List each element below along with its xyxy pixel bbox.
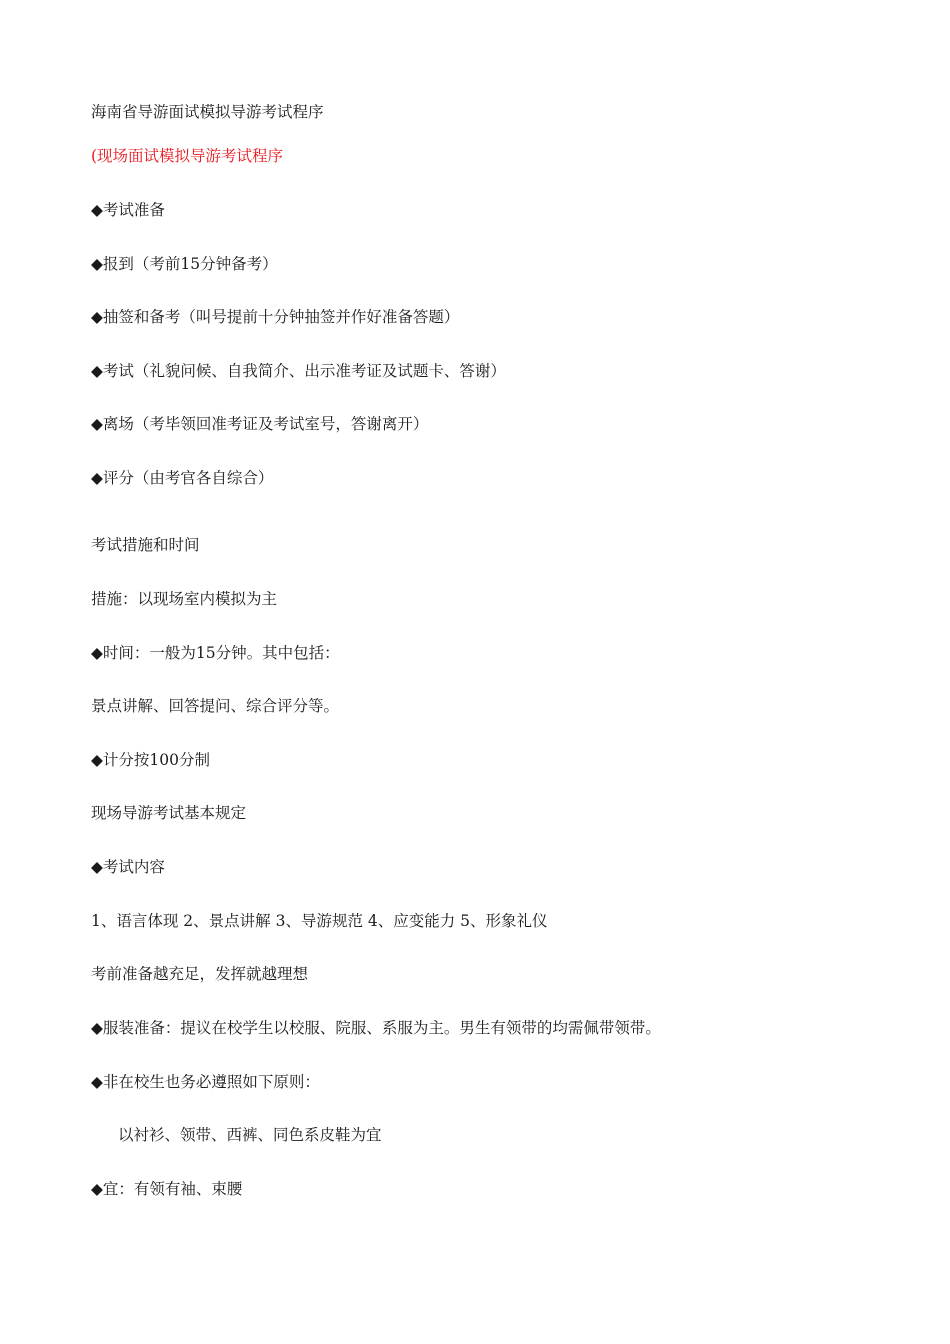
list-item: ◆报到（考前15分钟备考） (91, 255, 278, 273)
document-subtitle: (现场面试模拟导游考试程序 (91, 147, 284, 165)
list-item: ◆考试（礼貌问候、自我简介、出示准考证及试题卡、答谢） (91, 362, 506, 380)
paragraph: 考前准备越充足，发挥就越理想 (91, 965, 309, 983)
paragraph: 措施：以现场室内模拟为主 (91, 590, 278, 608)
list-item: ◆考试内容 (91, 858, 165, 876)
list-item: ◆宜：有领有袖、束腰 (91, 1180, 243, 1198)
list-item: ◆时间：一般为15分钟。其中包括： (91, 644, 340, 662)
document-title: 海南省导游面试模拟导游考试程序 (91, 103, 324, 121)
section-heading: 现场导游考试基本规定 (91, 804, 247, 822)
section-heading: 考试措施和时间 (91, 536, 200, 554)
list-item: ◆非在校生也务必遵照如下原则： (91, 1073, 320, 1091)
list-item: ◆评分（由考官各自综合） (91, 469, 274, 487)
list-item: ◆离场（考毕领回准考证及考试室号，答谢离开） (91, 415, 429, 433)
paragraph: 景点讲解、回答提问、综合评分等。 (91, 697, 340, 715)
list-item: ◆计分按100分制 (91, 751, 211, 769)
list-item: ◆服装准备：提议在校学生以校服、院服、系服为主。男生有领带的均需佩带领带。 (91, 1019, 661, 1037)
list-item: ◆抽签和备考（叫号提前十分钟抽签并作好准备答题） (91, 308, 460, 326)
paragraph: 以衬衫、领带、西裤、同色系皮鞋为宜 (118, 1126, 382, 1144)
list-item: ◆考试准备 (91, 201, 165, 219)
paragraph: 1、语言体现 2、景点讲解 3、导游规范 4、应变能力 5、形象礼仪 (91, 912, 548, 930)
